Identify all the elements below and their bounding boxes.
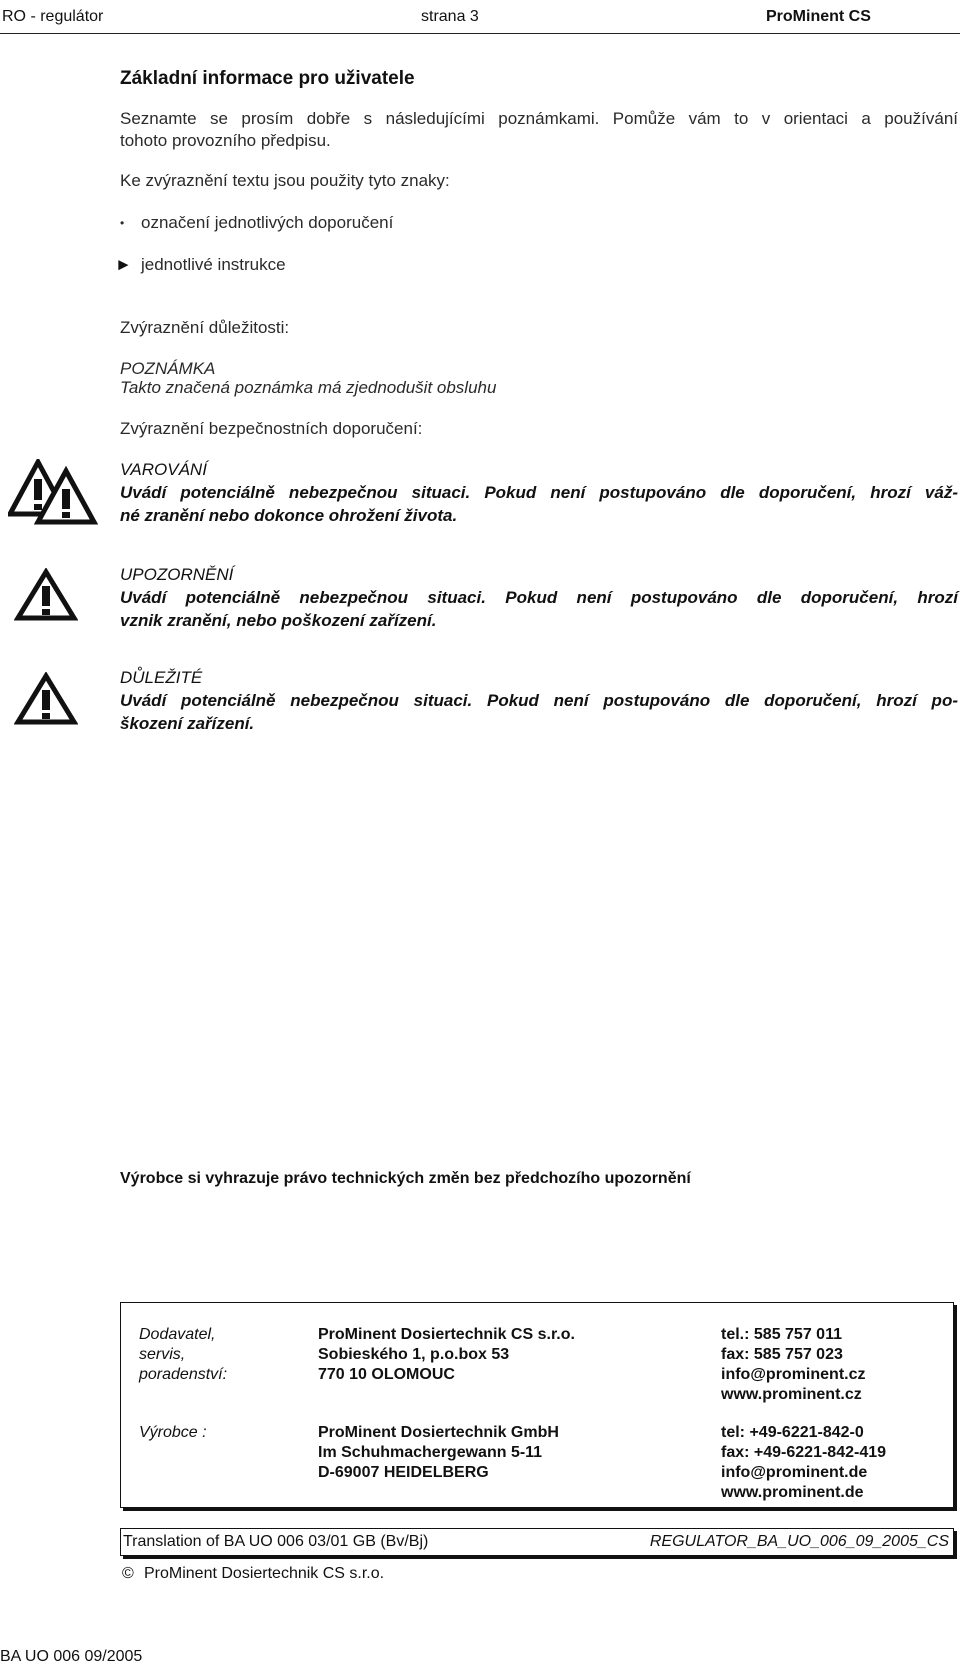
- supplier-email: info@prominent.cz: [721, 1366, 866, 1383]
- header-right: ProMinent CS: [766, 8, 871, 25]
- caution-heading: UPOZORNĚNÍ: [120, 565, 234, 584]
- copyright-text: ProMinent Dosiertechnik CS s.r.o.: [144, 1565, 385, 1582]
- manufacturer-note: Výrobce si vyhrazuje právo technických změn bez předchozího upozornění: [120, 1170, 691, 1187]
- maker-email: info@prominent.de: [721, 1464, 868, 1481]
- supplier-label: Dodavatel,: [139, 1326, 216, 1343]
- important-line-1: Uvádí potenciálně nebezpečnou situaci. Pokud není postupováno dle doporučení, hrozí po-: [120, 691, 958, 710]
- caution-notice: [120, 563, 958, 632]
- copyright-symbol: ©: [122, 1565, 134, 1582]
- maker-label: Výrobce :: [139, 1424, 207, 1441]
- document-id: REGULATOR_BA_UO_006_09_2005_CS: [649, 1533, 949, 1550]
- important-notice: [120, 666, 958, 735]
- header-rule: [0, 33, 960, 34]
- note-heading: POZNÁMKA: [120, 359, 216, 378]
- footer-code: BA UO 006 09/2005: [0, 1648, 143, 1665]
- supplier-address-line: 770 10 OLOMOUC: [318, 1366, 455, 1383]
- supplier-label: servis,: [139, 1346, 186, 1363]
- translation-source: Translation of BA UO 006 03/01 GB (Bv/Bj): [123, 1533, 429, 1550]
- intro-line-2: tohoto provozního předpisu.: [120, 131, 331, 150]
- supplier-label: poradenství:: [139, 1366, 228, 1383]
- intro-line-1: Seznamte se prosím dobře s následujícími poznámkami. Pomůže vám to v orientaci a používání: [120, 109, 958, 128]
- supplier-phone: tel.: 585 757 011: [721, 1326, 842, 1343]
- warning-line-2: né zranění nebo dokonce ohrožení života.: [120, 506, 458, 525]
- warning-line-1: Uvádí potenciálně nebezpečnou situaci. Pokud není postupováno dle doporučení, hrozí váž-: [120, 483, 958, 502]
- highlight-intro: Ke zvýraznění textu jsou použity tyto znaky:: [120, 171, 450, 190]
- maker-fax: fax: +49-6221-842-419: [721, 1444, 887, 1461]
- bullet-text: označení jednotlivých doporučení: [141, 213, 394, 232]
- contact-box: [120, 1302, 954, 1508]
- caution-line-2: vznik zranění, nebo poškození zařízení.: [120, 611, 437, 630]
- intro-paragraph: [120, 108, 958, 152]
- supplier-website: www.prominent.cz: [721, 1386, 862, 1403]
- arrow-symbol: ►: [115, 255, 132, 274]
- bullet-symbol: •: [120, 216, 125, 230]
- maker-address-line: Im Schuhmachergewann 5-11: [318, 1444, 543, 1461]
- warning-notice: [120, 458, 958, 527]
- maker-address-line: D-69007 HEIDELBERG: [318, 1464, 489, 1481]
- important-heading: DŮLEŽITÉ: [120, 668, 203, 687]
- arrow-text: jednotlivé instrukce: [141, 255, 286, 274]
- warning-triangle-icon: [14, 568, 78, 622]
- maker-phone: tel: +49-6221-842-0: [721, 1424, 864, 1441]
- importance-label: Zvýraznění důležitosti:: [120, 318, 290, 337]
- supplier-address-line: ProMinent Dosiertechnik CS s.r.o.: [318, 1326, 575, 1343]
- maker-address-line: ProMinent Dosiertechnik GmbH: [318, 1424, 559, 1441]
- page-number: strana 3: [421, 8, 479, 25]
- caution-line-1: Uvádí potenciálně nebezpečnou situaci. Pokud není postupováno dle doporučení, hrozí: [120, 588, 958, 607]
- supplier-address-line: Sobieského 1, p.o.box 53: [318, 1346, 510, 1363]
- page-title: Základní informace pro uživatele: [120, 68, 415, 89]
- safety-label: Zvýraznění bezpečnostních doporučení:: [120, 419, 423, 438]
- maker-website: www.prominent.de: [721, 1484, 864, 1501]
- supplier-fax: fax: 585 757 023: [721, 1346, 843, 1363]
- warning-triangle-icon: [14, 672, 78, 726]
- note-text: Takto značená poznámka má zjednodušit obsluhu: [120, 378, 497, 397]
- warning-heading: VAROVÁNÍ: [120, 460, 207, 479]
- important-line-2: škození zařízení.: [120, 714, 255, 733]
- header-left: RO - regulátor: [2, 8, 104, 25]
- translation-box: [120, 1528, 954, 1556]
- double-warning-triangle-icon: [8, 459, 98, 525]
